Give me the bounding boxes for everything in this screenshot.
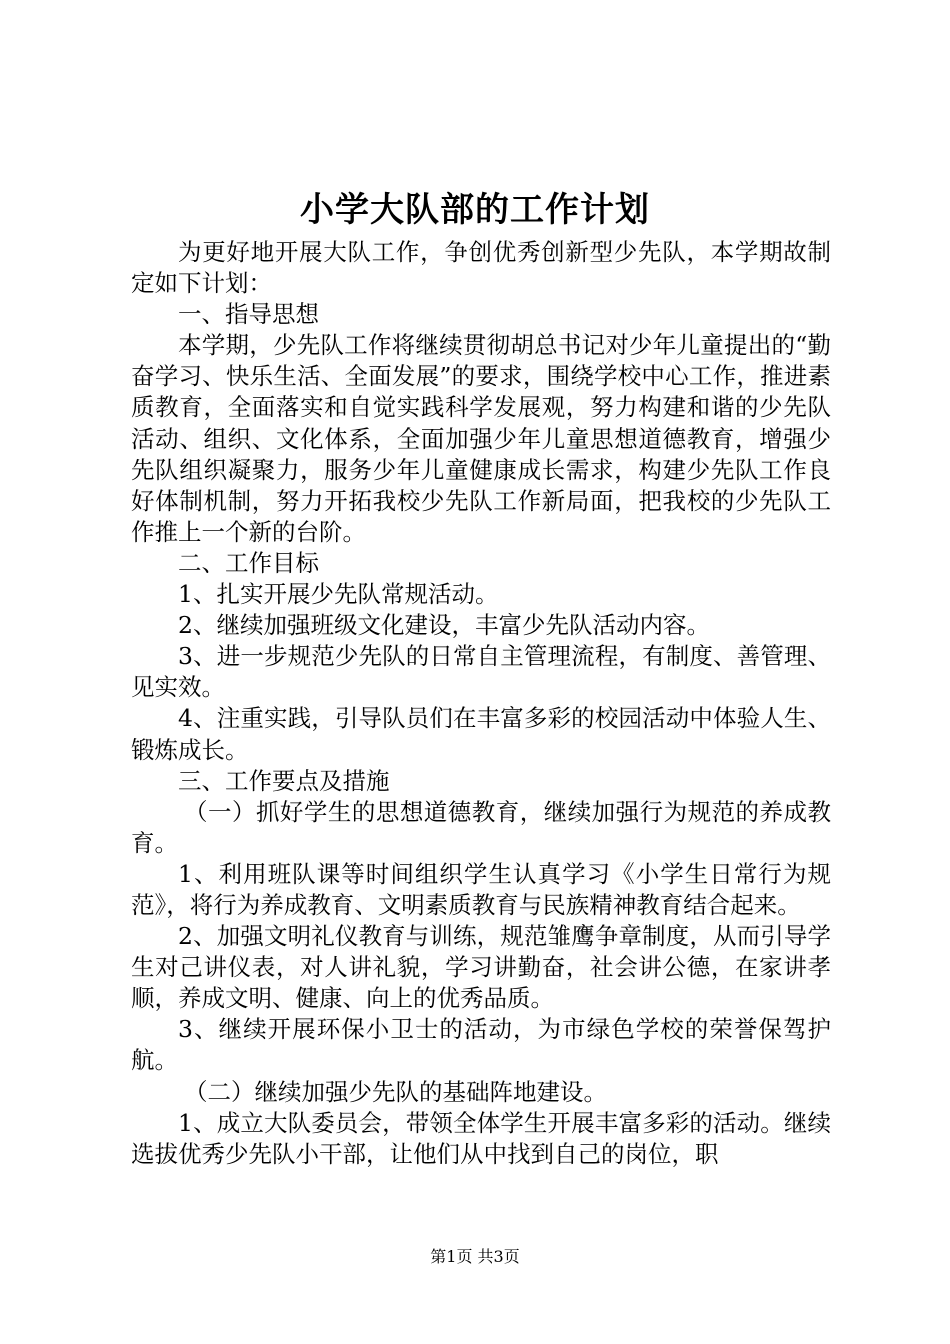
page-number: 第1页 共3页	[430, 1247, 520, 1266]
goal-item-2: 2、继续加强班级文化建设，丰富少先队活动内容。	[178, 611, 710, 640]
document-body	[131, 237, 831, 1170]
subheading-base-construction: （二）继续加强少先队的基础阵地建设。	[184, 1077, 607, 1106]
goal-item-4: 4、注重实践，引导队员们在丰富多彩的校园活动中体验人生、锻炼成长。	[131, 704, 831, 764]
heading-key-points: 三、工作要点及措施	[178, 766, 390, 795]
construction-item-1: 1、成立大队委员会，带领全体学生开展丰富多彩的活动。继续选拔优秀少先队小干部，让他们从中找到自己的岗位，职	[131, 1108, 831, 1168]
paragraph-intro: 为更好地开展大队工作，争创优秀创新型少先队，本学期故制定如下计划：	[131, 238, 831, 298]
heading-guiding-thought: 一、指导思想	[178, 300, 319, 329]
goal-item-3: 3、进一步规范少先队的日常自主管理流程，有制度、善管理、见实效。	[131, 642, 831, 702]
subheading-moral-education: （一）抓好学生的思想道德教育，继续加强行为规范的养成教育。	[131, 797, 831, 857]
paragraph-guiding-thought: 本学期，少先队工作将继续贯彻胡总书记对少年儿童提出的“勤奋学习、快乐生活、全面发展”的要求，围绕学校中心工作，推进素质教育，全面落实和自觉实践科学发展观，努力构建和谐的少先队活动、组织、文化体系，全面加强少年儿童思想道德教育，增强少先队组织凝聚力，服务少年儿童健康成长需求，构建少先队工作良好体制机制，努力开拓我校少先队工作新局面，把我校的少先队工作推上一个新的台阶。	[131, 331, 831, 546]
goal-item-1: 1、扎实开展少先队常规活动。	[178, 580, 499, 609]
measure-item-3: 3、继续开展环保小卫士的活动，为市绿色学校的荣誉保驾护航。	[131, 1015, 831, 1075]
document-title: 小学大队部的工作计划	[300, 190, 650, 230]
measure-item-1: 1、利用班队课等时间组织学生认真学习《小学生日常行为规范》，将行为养成教育、文明素质教育与民族精神教育结合起来。	[131, 859, 831, 919]
measure-item-2: 2、加强文明礼仪教育与训练，规范雏鹰争章制度，从而引导学生对己讲仪表，对人讲礼貌，学习讲勤奋，社会讲公德，在家讲孝顺，养成文明、健康、向上的优秀品质。	[131, 922, 831, 1013]
heading-work-goals: 二、工作目标	[178, 548, 319, 577]
